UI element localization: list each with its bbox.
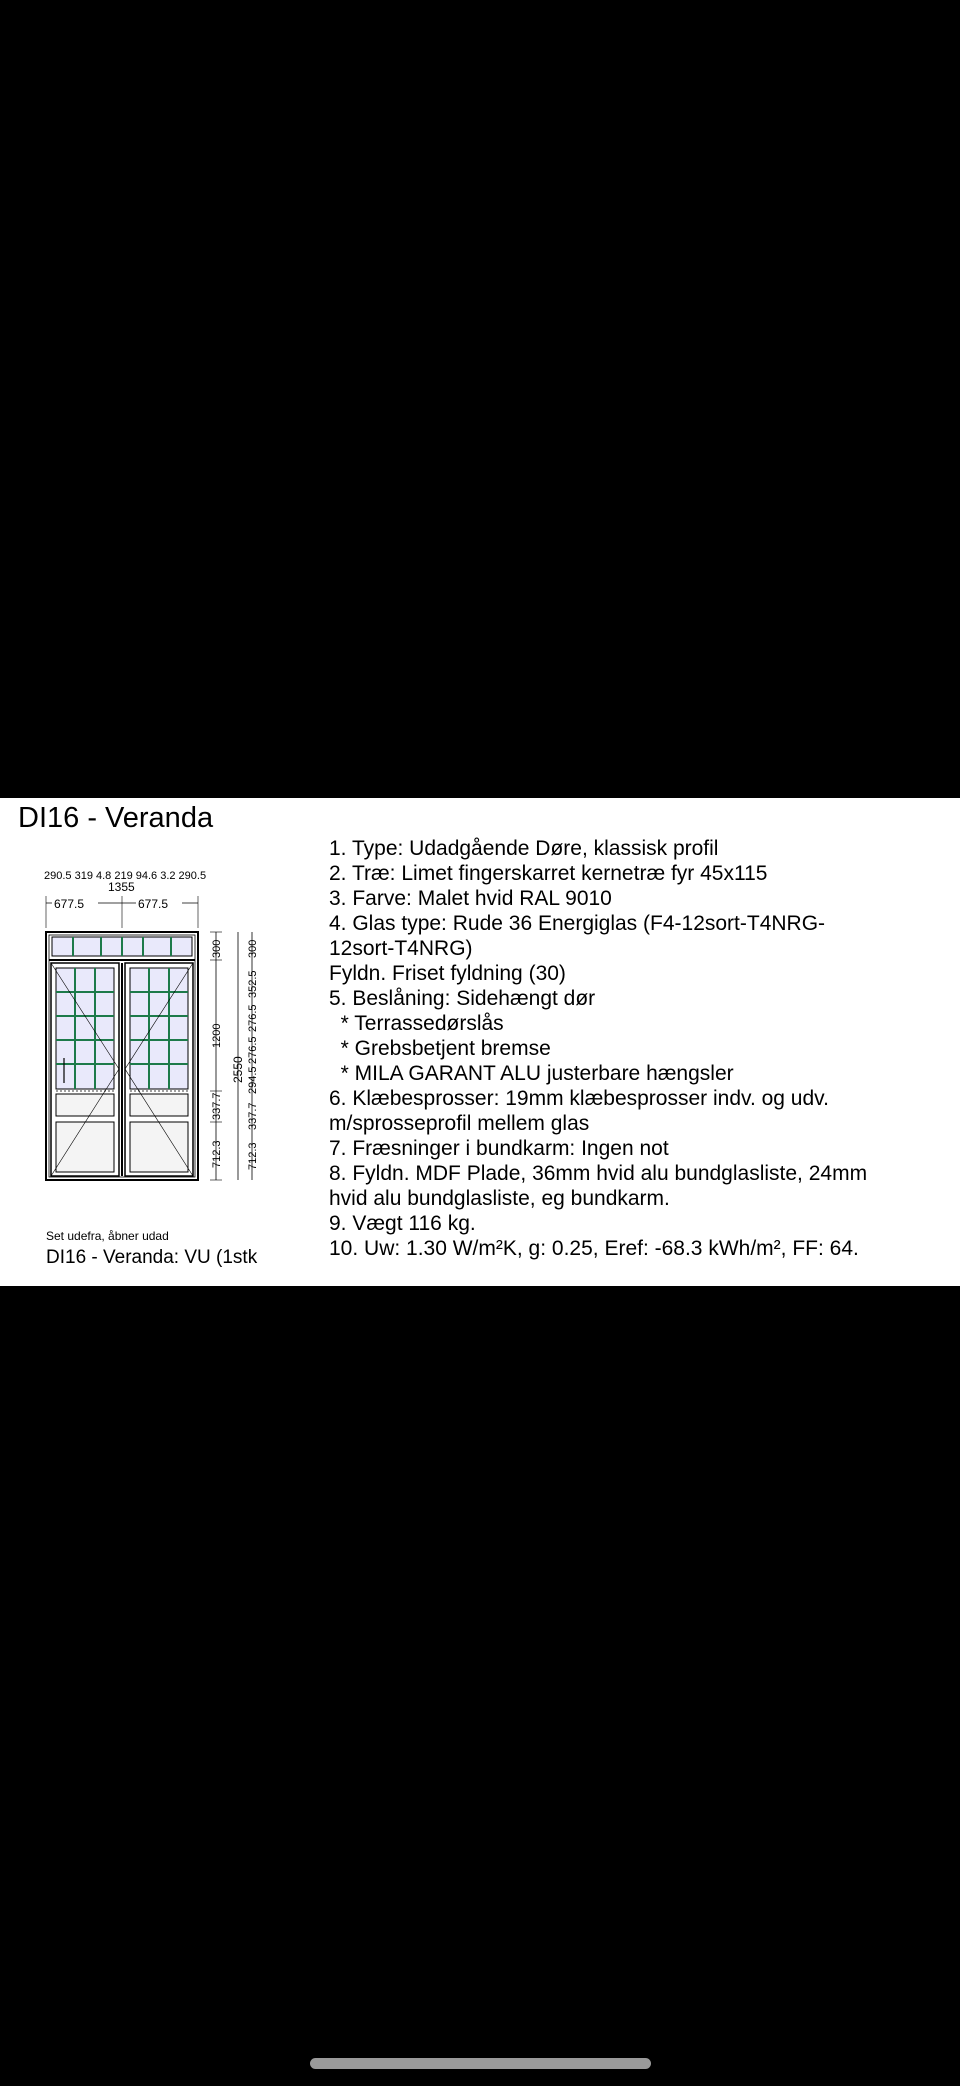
spec-line: hvid alu bundglasliste, eg bundkarm. bbox=[329, 1187, 670, 1210]
dim-b-2: 352.5 bbox=[247, 970, 259, 998]
overall-height-label: 2550 bbox=[231, 1056, 245, 1083]
variant-label: DI16 - Veranda: VU (1stk bbox=[46, 1247, 258, 1268]
spec-line: m/sprosseprofil mellem glas bbox=[329, 1112, 590, 1135]
top-dims-label: 290.5 319 4.8 219 94.6 3.2 290.5 bbox=[44, 870, 207, 882]
dim-b-6: 337.7 bbox=[247, 1102, 259, 1130]
dim-b-3: 276.5 bbox=[247, 1004, 259, 1032]
spec-line: 12sort-T4NRG) bbox=[329, 937, 473, 960]
spec-line: * MILA GARANT ALU justerbare hængsler bbox=[329, 1062, 734, 1085]
spec-line: 5. Beslåning: Sidehængt dør bbox=[329, 987, 596, 1010]
spec-line: * Terrassedørslås bbox=[329, 1012, 504, 1035]
total-width-label: 1355 bbox=[108, 880, 135, 894]
spec-line: 10. Uw: 1.30 W/m²K, g: 0.25, Eref: -68.3 kWh/m², FF: 64. bbox=[329, 1237, 859, 1260]
spec-line: Fyldn. Friset fyldning (30) bbox=[329, 962, 566, 985]
spec-line: 9. Vægt 116 kg. bbox=[329, 1212, 476, 1235]
right-leaf-width-label: 677.5 bbox=[138, 897, 169, 911]
door-spec-sheet bbox=[0, 798, 960, 1286]
dim-b-1: 300 bbox=[247, 939, 259, 958]
dim-a-4: 712.3 bbox=[211, 1140, 223, 1168]
spec-line: 2. Træ: Limet fingerskarret kernetræ fyr 45x115 bbox=[329, 862, 768, 885]
dim-a-2: 1200 bbox=[211, 1023, 223, 1048]
spec-list bbox=[329, 836, 949, 1261]
door-drawing bbox=[40, 868, 300, 1186]
left-leaf-width-label: 677.5 bbox=[54, 897, 85, 911]
spec-line: 6. Klæbesprosser: 19mm klæbesprosser indv. og udv. bbox=[329, 1087, 829, 1110]
sheet-title: DI16 - Veranda bbox=[18, 802, 214, 834]
opening-caption: Set udefra, åbner udad bbox=[46, 1229, 169, 1243]
dim-b-4: 276.5 bbox=[247, 1036, 259, 1064]
dim-a-3: 337.7 bbox=[211, 1092, 223, 1120]
dim-b-5: 294.5 bbox=[247, 1066, 259, 1094]
spec-line: 4. Glas type: Rude 36 Energiglas (F4-12sort-T4NRG- bbox=[329, 912, 826, 935]
spec-line: 3. Farve: Malet hvid RAL 9010 bbox=[329, 887, 612, 910]
spec-line: * Grebsbetjent bremse bbox=[329, 1037, 551, 1060]
dim-a-1: 300 bbox=[211, 939, 223, 958]
spec-line: 1. Type: Udadgående Døre, klassisk profil bbox=[329, 837, 719, 860]
spec-line: 8. Fyldn. MDF Plade, 36mm hvid alu bundglasliste, 24mm bbox=[329, 1162, 868, 1185]
spec-line: 7. Fræsninger i bundkarm: Ingen not bbox=[329, 1137, 669, 1160]
dim-b-7: 712.3 bbox=[247, 1142, 259, 1170]
home-indicator[interactable] bbox=[310, 2058, 651, 2069]
